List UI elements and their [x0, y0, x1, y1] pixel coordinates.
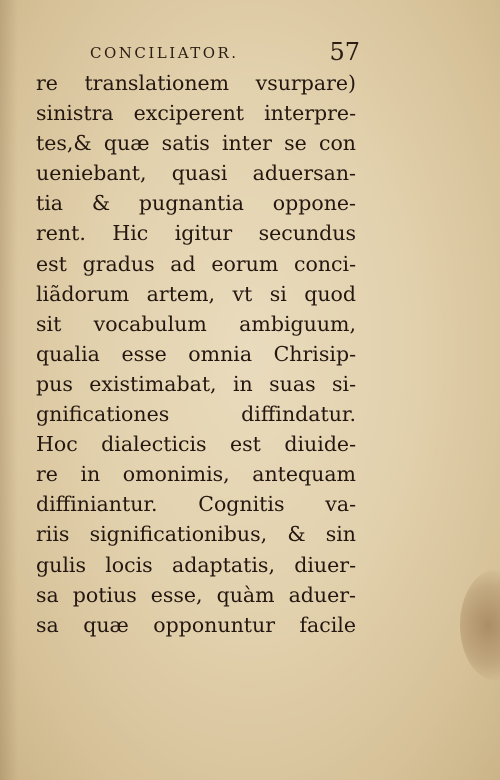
running-head: CONCILIATOR. — [90, 44, 239, 62]
text-line: sinistra exciperent interpre- — [36, 101, 356, 126]
text-line: re in omonimis, antequam — [36, 462, 356, 487]
text-line: sa potius esse, quàm aduer- — [36, 582, 356, 607]
paper-stain — [460, 570, 500, 680]
text-line: qualia esse omnia Chrisip- — [36, 341, 356, 366]
text-line: riis significationibus, & sin — [36, 522, 356, 547]
text-line: diffiniantur. Cognitis va- — [36, 492, 356, 517]
text-line: gnificationes diffindatur. — [36, 402, 356, 427]
page-number: 57 — [329, 38, 360, 66]
text-line: Hoc dialecticis est diuide- — [36, 432, 356, 457]
gutter-shadow — [0, 0, 18, 780]
text-line: ueniebant, quasi aduersan- — [36, 161, 356, 186]
page-header — [90, 40, 360, 70]
text-line: gulis locis adaptatis, diuer- — [36, 552, 356, 577]
text-line: tes,& quæ satis inter se con — [36, 131, 356, 156]
text-line: sit vocabulum ambiguum, — [36, 311, 356, 336]
text-line: liãdorum artem, vt si quod — [36, 281, 356, 306]
text-line: sa quæ opponuntur facile — [36, 612, 356, 637]
text-line: rent. Hic igitur secundus — [36, 221, 356, 246]
text-line: est gradus ad eorum conci- — [36, 251, 356, 276]
body-text — [36, 68, 356, 640]
text-line: pus existimabat, in suas si- — [36, 371, 356, 396]
text-line: tia & pugnantia oppone- — [36, 191, 356, 216]
text-line: re translationem vsurpare) — [36, 71, 356, 95]
